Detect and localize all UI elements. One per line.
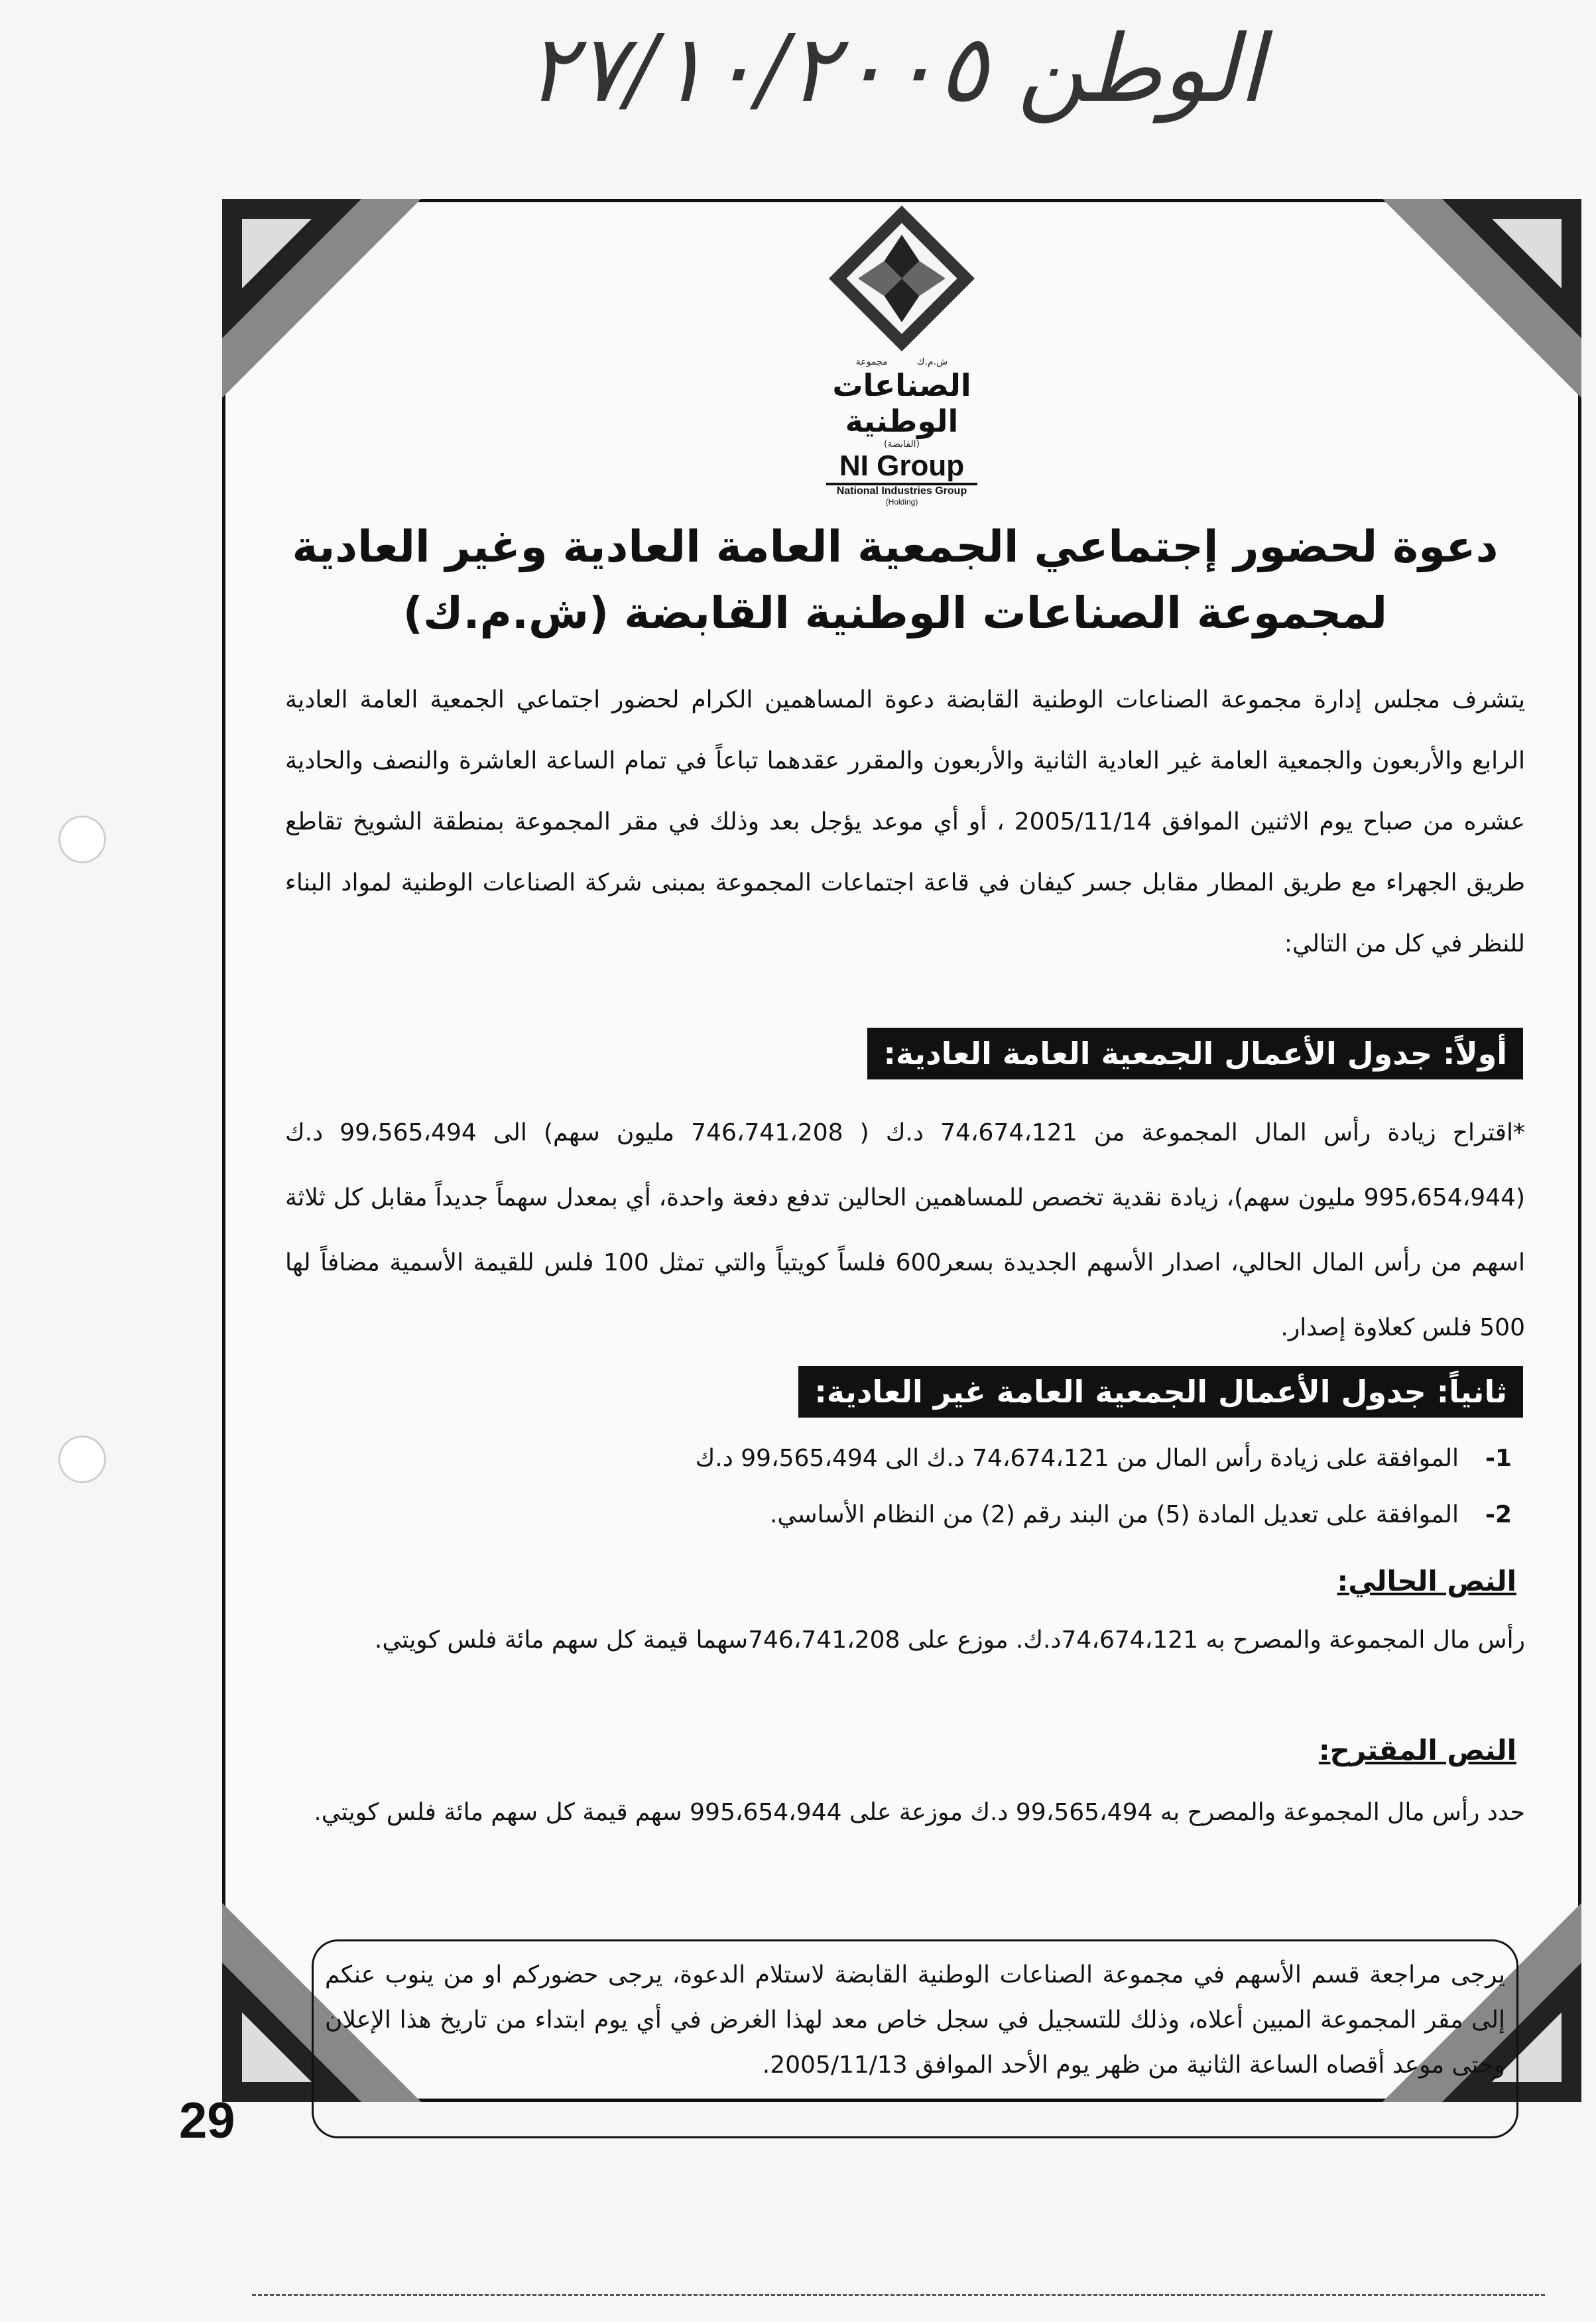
intro-paragraph: يتشرف مجلس إدارة مجموعة الصناعات الوطنية القابضة دعوة المساهمين الكرام لحضور اجتماعي الجمعية العامة العادية الرابع والأربعون والجمعية العامة غير العادية الثانية والأربعون والمقرر عقدهما تباعاً في تمام الساعة العاشرة والنصف والحادية عشره من صباح يوم الاثنين الموافق 2005/11/14 ، أو أي موعد يؤجل بعد وذلك في مقر المجموعة بمنطقة الشويخ تقاطع طريق الجهراء مع طريق المطار مقابل جسر كيفان في قاعة اجتماعات المجموعة بمبنى شركة الصناعات الوطنية لمواد البناء للنظر في كل من التالي: — [285, 686, 1526, 957]
logo-legal-small: ش.م.ك — [917, 357, 948, 367]
current-text-label: النص الحالي: — [1337, 1565, 1516, 1597]
notice-text: يرجى مراجعة قسم الأسهم في مجموعة الصناعات الوطنية القابضة لاستلام الدعوة، يرجى حضوركم او من ينوب عنكم إلى مقر المجموعة المبين أعلاه، وذلك للتسجيل في سجل خاص معد لهذا الغرض في أي يوم ابتداء من تاريخ هذا الإعلان وحتى موعد أقصاه الساعة الثانية من ظهر يوم الأحد الموافق 2005/11/13. — [325, 1961, 1505, 2079]
item-number: 1- — [1485, 1445, 1512, 1472]
company-logo — [792, 206, 1011, 517]
logo-arabic-name: الصناعات الوطنية — [832, 367, 971, 439]
logo-english-name: NI Group — [826, 450, 977, 485]
punch-hole — [58, 816, 106, 863]
section2-heading: ثانياً: جدول الأعمال الجمعية العامة غير العادية: — [798, 1366, 1523, 1418]
title-line-1: دعوة لحضور إجتماعي الجمعية العامة العادية وغير العادية — [292, 521, 1499, 572]
corner-ornament-top-left — [222, 199, 421, 398]
section1-text: *اقتراح زيادة رأس المال المجموعة من 74،674،121 د.ك ( 746،741،208 مليون سهم) الى 99،565،494 د.ك (995،654،944 مليون سهم)، زيادة نقدية تخصص للمساهمين الحالين تدفع دفعة واحدة، أي بمعدل سهماً جديداً مقابل كل ثلاثة اسهم من رأس المال الحالي، اصدار الأسهم الجديدة بسعر600 فلساً كويتياً والتي تمثل 100 فلس للقيمة الأسمية مضافاً لها 500 فلس كعلاوة إصدار. — [285, 1119, 1526, 1341]
current-text: رأس مال المجموعة والمصرح به 74،674،121د.ك. موزع على 746،741،208سهما قيمة كل سهم مائة فلس كويتي. — [374, 1626, 1525, 1654]
logo-english-sub: National Industries Group — [836, 485, 967, 497]
proposed-text: حدد رأس مال المجموعة والمصرح به 99،565،494 د.ك موزعة على 995،654،944 سهم قيمة كل سهم مائة فلس كويتي. — [314, 1799, 1525, 1826]
page-number: 29 — [179, 2093, 235, 2149]
logo-holding-ar: (القابضة) — [884, 439, 920, 450]
list-item — [332, 1495, 1512, 1535]
logo-group-small: مجموعة — [855, 357, 888, 367]
item-text: الموافقة على زيادة رأس المال من 74،674،121 د.ك الى 99،565،494 د.ك — [695, 1445, 1459, 1472]
handwritten-date-note: الوطن ٢٧/١٠/٢٠٠٥ — [526, 15, 1264, 123]
punch-hole — [58, 1436, 106, 1483]
list-item — [332, 1439, 1512, 1479]
diamond-emblem-icon — [829, 206, 975, 351]
proposed-text-label: النص المقترح: — [1318, 1734, 1516, 1766]
corner-ornament-top-right — [1382, 199, 1581, 398]
item-text: الموافقة على تعديل المادة (5) من البند رقم (2) من النظام الأساسي. — [769, 1501, 1459, 1528]
item-number: 2- — [1485, 1501, 1512, 1528]
section1-heading: أولاً: جدول الأعمال الجمعية العامة العادية: — [867, 1028, 1523, 1079]
logo-english-holding: (Holding) — [885, 497, 918, 507]
title-line-2: لمجموعة الصناعات الوطنية القابضة (ش.م.ك) — [402, 587, 1388, 639]
cut-line — [252, 2294, 1545, 2296]
